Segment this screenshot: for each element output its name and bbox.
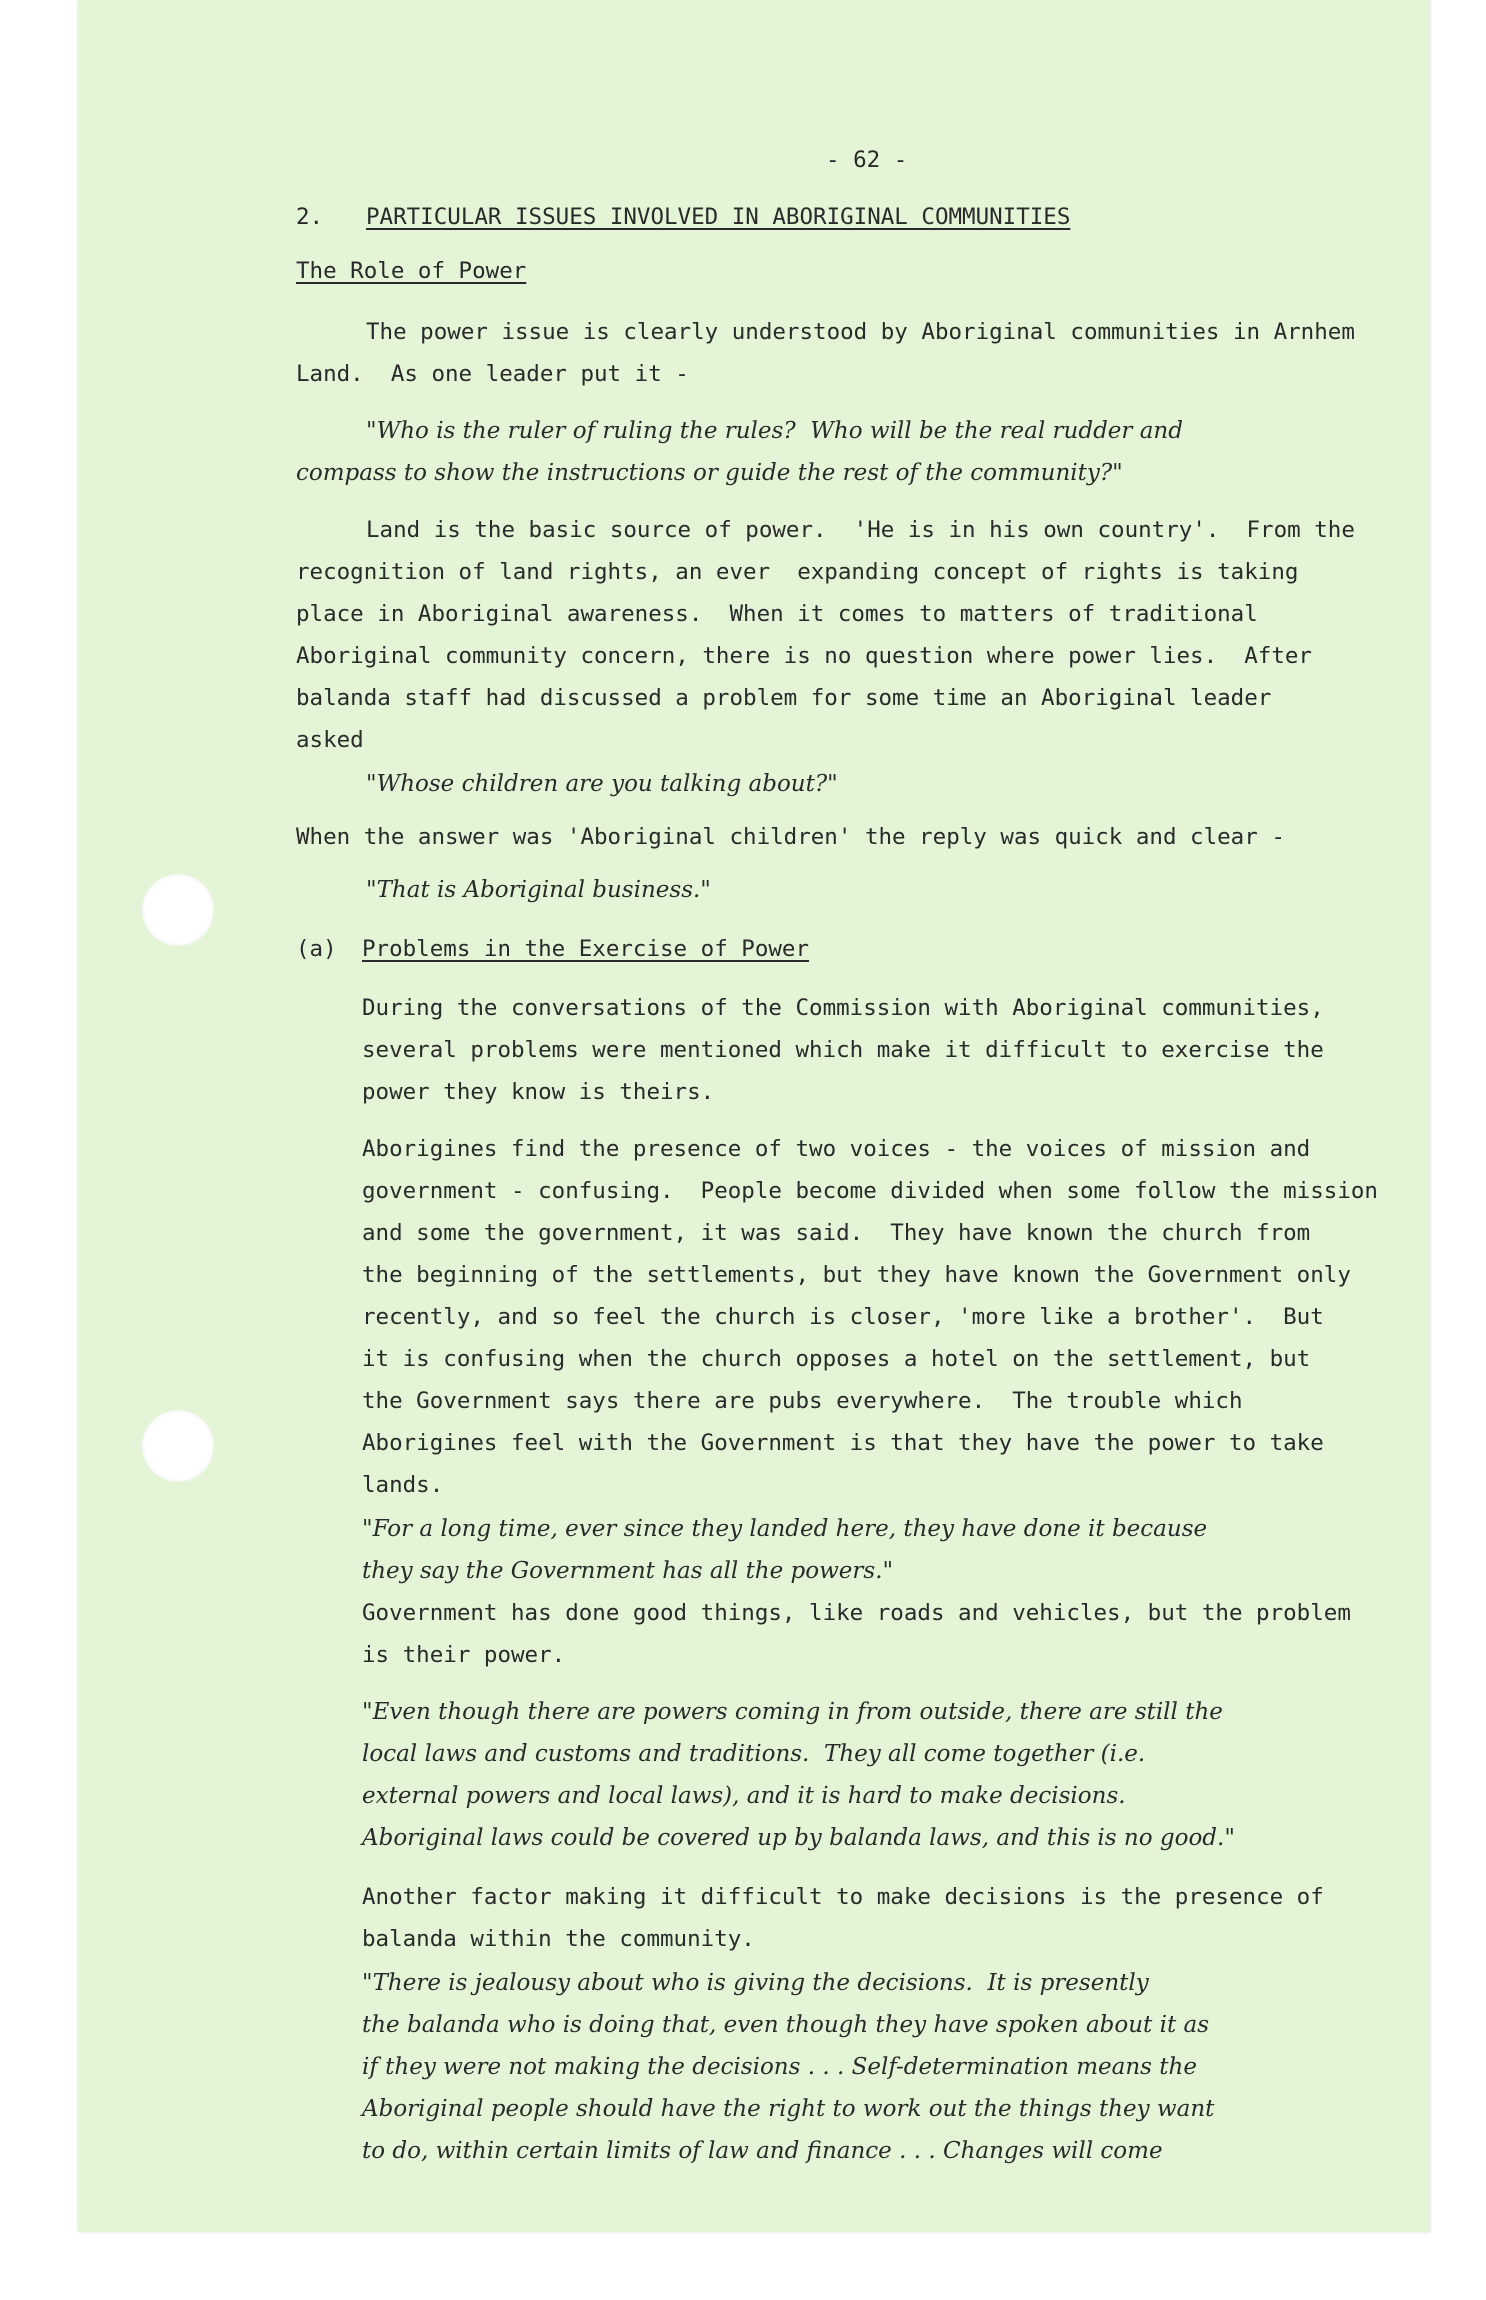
quote-line: to do, within certain limits of law and finance . . . Changes will come (362, 2138, 1163, 2164)
punch-hole-top (142, 874, 214, 946)
quote-line: Aboriginal laws could be covered up by balanda laws, and this is no good." (362, 1825, 1235, 1851)
quote-line: "Even though there are powers coming in from outside, there are still the (362, 1699, 1223, 1725)
paragraph-line: Another factor making it difficult to make decisions is the presence of (362, 1884, 1324, 1910)
paragraph-line: the Government says there are pubs everywhere. The trouble which (362, 1388, 1243, 1414)
punch-hole-bottom (142, 1410, 214, 1482)
quote-line: "For a long time, ever since they landed here, they have done it because (362, 1516, 1208, 1542)
quote-line: compass to show the instructions or guide the rest of the community?" (296, 460, 1123, 486)
paragraph-line: Land is the basic source of power. 'He is in his own country'. From the (366, 517, 1355, 543)
section-title: PARTICULAR ISSUES INVOLVED IN ABORIGINAL COMMUNITIES (366, 204, 1071, 230)
paragraph-line: power they know is theirs. (362, 1079, 715, 1105)
subsection-label: (a) (296, 936, 337, 962)
paragraph-line: Aborigines find the presence of two voices - the voices of mission and (362, 1136, 1311, 1162)
paragraph-line: Land. As one leader put it - (296, 361, 689, 387)
paragraph-line: Aboriginal community concern, there is no question where power lies. After (296, 643, 1312, 669)
quote-line: if they were not making the decisions . . . Self-determination means the (362, 2054, 1197, 2080)
quote-line: "Who is the ruler of ruling the rules? Who will be the real rudder and (366, 418, 1183, 444)
paragraph-line: Aborigines feel with the Government is that they have the power to take (362, 1430, 1324, 1456)
quote-line: "There is jealousy about who is giving the decisions. It is presently (362, 1970, 1149, 1996)
paragraph-line: balanda within the community. (362, 1926, 755, 1952)
paragraph-line: recently, and so feel the church is closer, 'more like a brother'. But (362, 1304, 1324, 1330)
quote-line: local laws and customs and traditions. They all come together (i.e. (362, 1741, 1146, 1767)
paragraph-line: several problems were mentioned which make it difficult to exercise the (362, 1037, 1324, 1063)
quote-line: external powers and local laws), and it is hard to make decisions. (362, 1783, 1126, 1809)
paragraph-line: balanda staff had discussed a problem for some time an Aboriginal leader (296, 685, 1272, 711)
subsection-title: Problems in the Exercise of Power (362, 936, 810, 962)
paragraph-line: the beginning of the settlements, but they have known the Government only (362, 1262, 1351, 1288)
quote-line: Aboriginal people should have the right to work out the things they want (362, 2096, 1215, 2122)
paragraph-line: asked (296, 727, 364, 753)
paragraph-line: it is confusing when the church opposes a hotel on the settlement, but (362, 1346, 1311, 1372)
page-number: - 62 - (826, 147, 908, 173)
quote-line: "Whose children are you talking about?" (366, 771, 838, 797)
paragraph-line: During the conversations of the Commission with Aboriginal communities, (362, 995, 1324, 1021)
paragraph-line: The power issue is clearly understood by Aboriginal communities in Arnhem (366, 319, 1355, 345)
paragraph-line: recognition of land rights, an ever expanding concept of rights is taking (296, 559, 1299, 585)
paragraph-line: When the answer was 'Aboriginal children' the reply was quick and clear - (296, 824, 1285, 850)
quote-line: they say the Government has all the powers." (362, 1558, 894, 1584)
paragraph-line: place in Aboriginal awareness. When it comes to matters of traditional (296, 601, 1258, 627)
paragraph-line: government - confusing. People become divided when some follow the mission (362, 1178, 1378, 1204)
paragraph-line: and some the government, it was said. They have known the church from (362, 1220, 1311, 1246)
section-number: 2. (296, 204, 324, 230)
paragraph-line: is their power. (362, 1642, 566, 1668)
quote-line: "That is Aboriginal business." (366, 877, 711, 903)
paragraph-line: Government has done good things, like roads and vehicles, but the problem (362, 1600, 1351, 1626)
quote-line: the balanda who is doing that, even though they have spoken about it as (362, 2012, 1210, 2038)
heading-role-of-power: The Role of Power (296, 258, 527, 284)
paragraph-line: lands. (362, 1472, 444, 1498)
